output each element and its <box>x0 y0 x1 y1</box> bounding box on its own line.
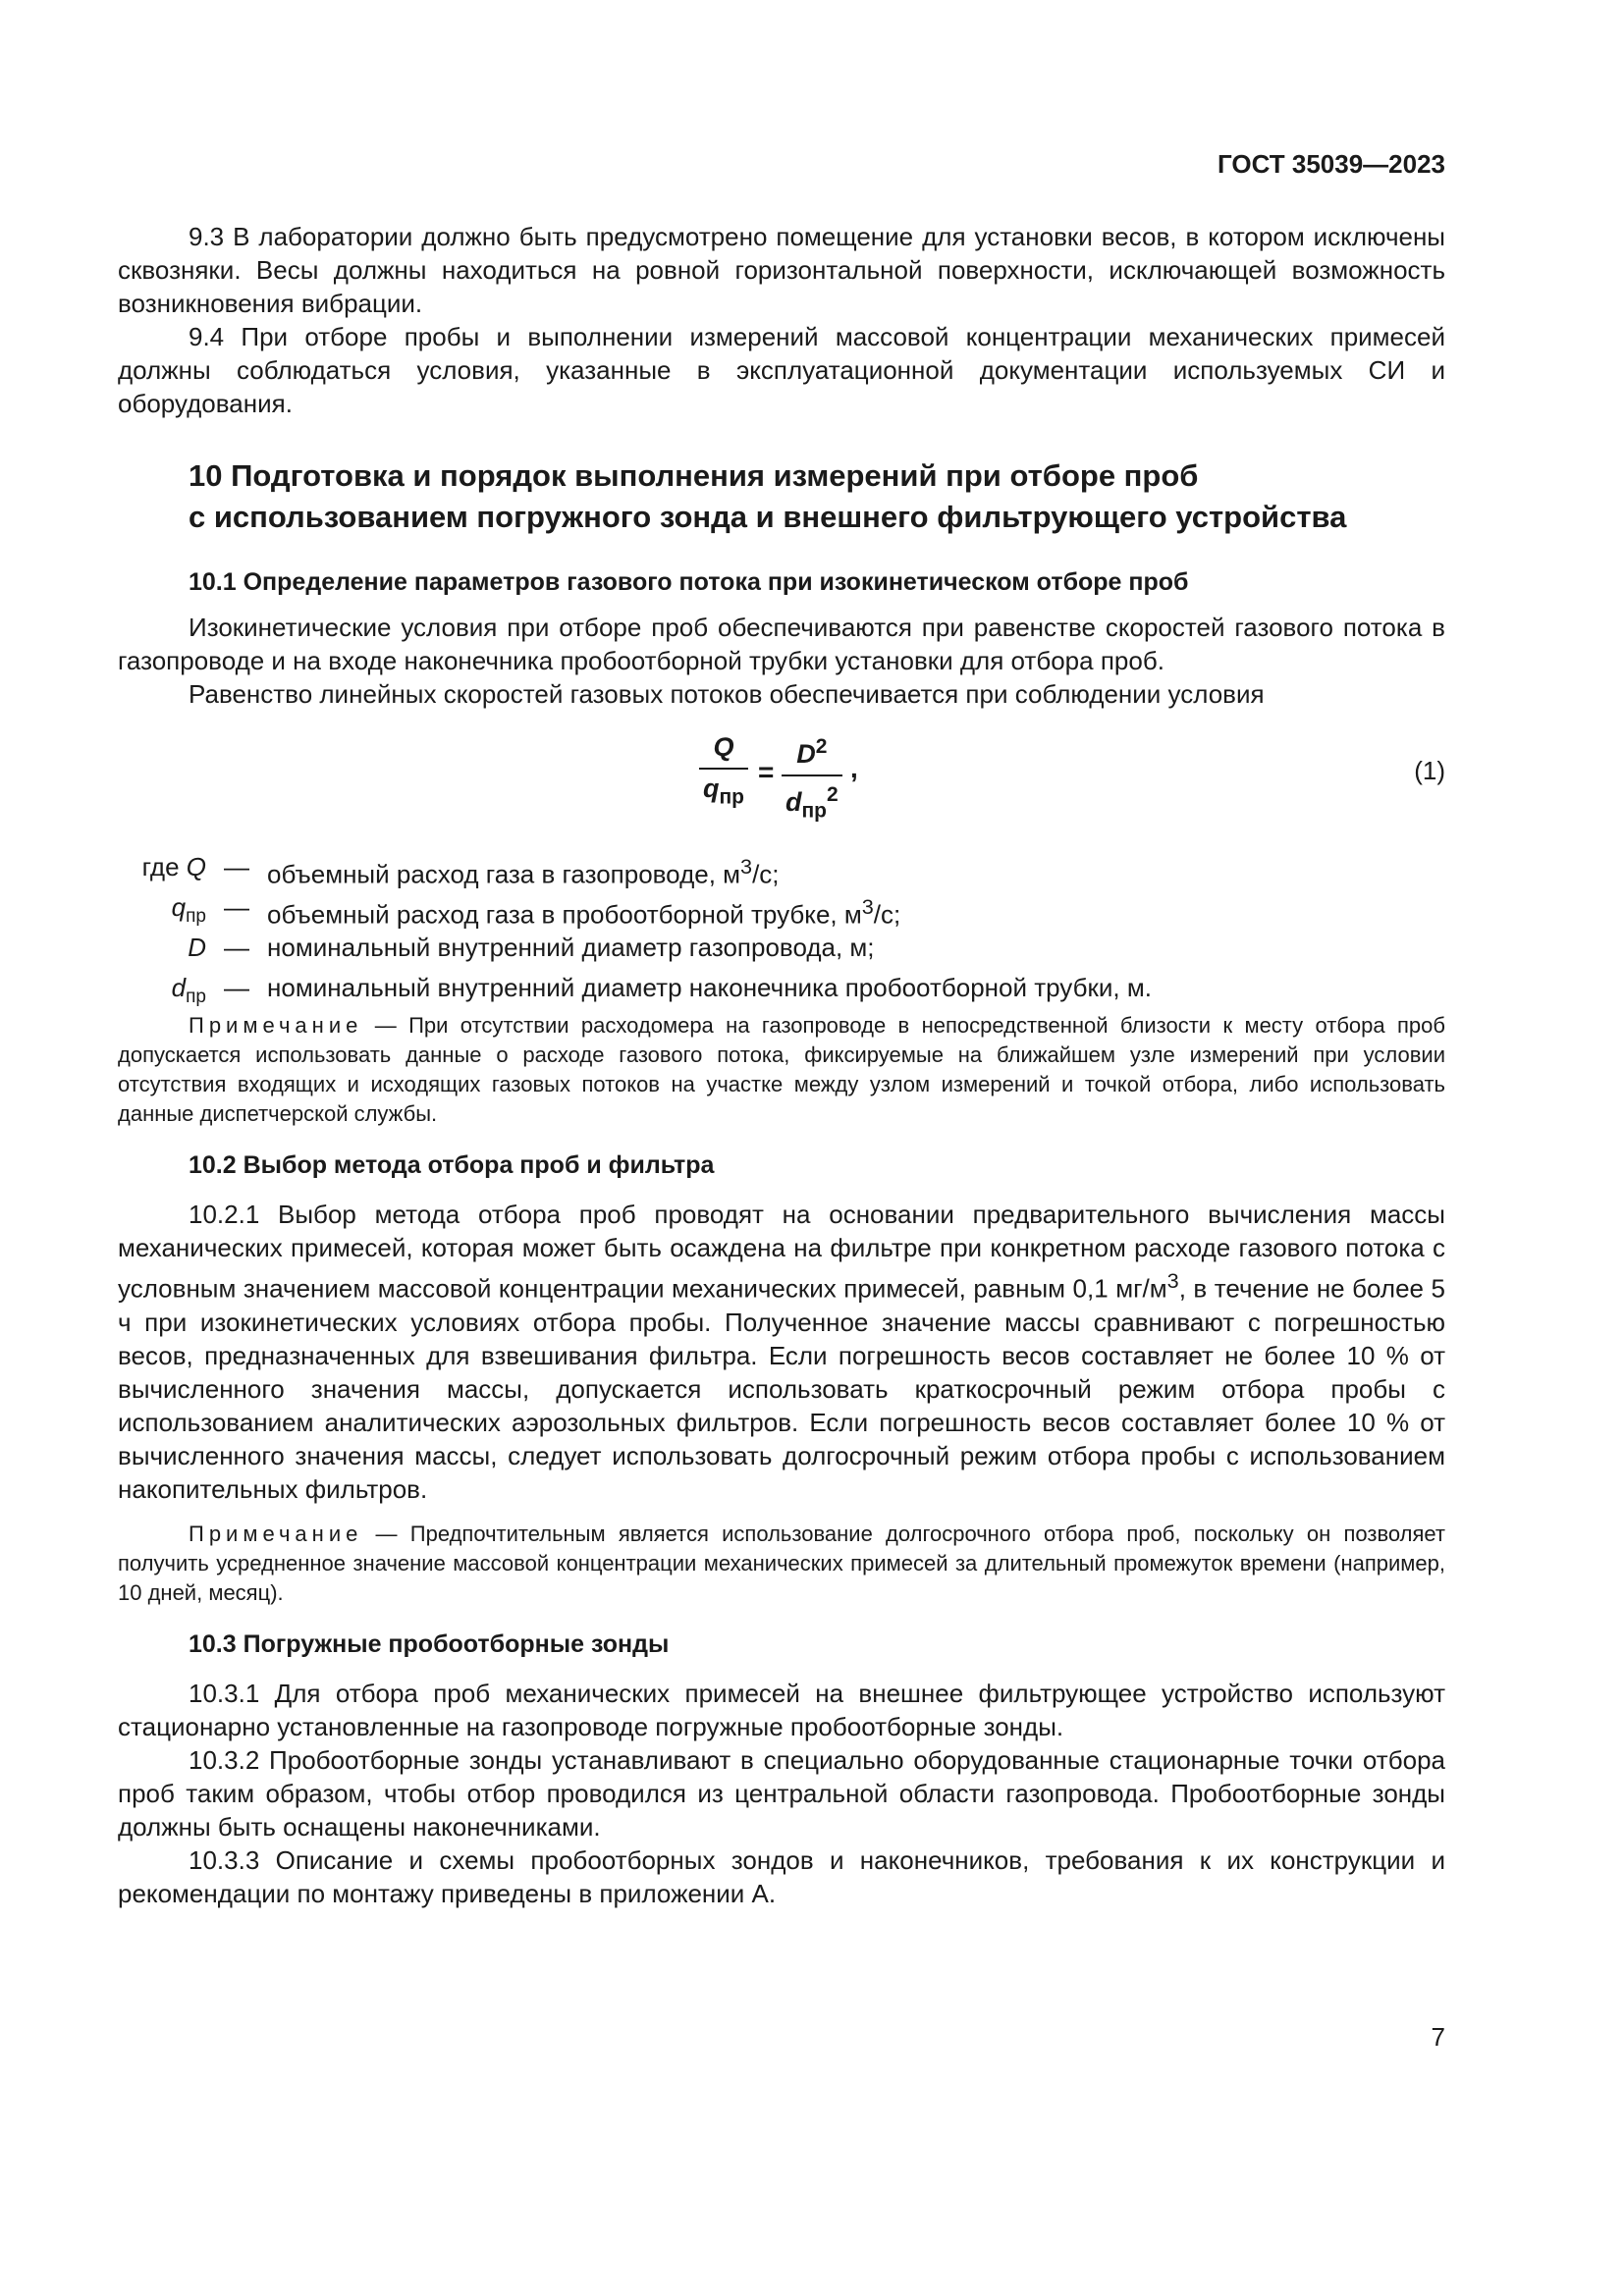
formula-number: (1) <box>1414 756 1445 785</box>
page-body <box>118 220 1445 1910</box>
formula-right-numerator: $D^2$ <box>782 730 842 776</box>
paragraph-10-2-1: 10.2.1 Выбор метода отбора проб проводят на основании предварительного вычисления массы механических примесей, которая может быть осаждена на фильтре при конкретном расходе газового потока с условным значением массовой концентрации механических примесей, равным 0,1 $мг/м^3$, в течение не более 5 ч при изокинетических условиях отбора пробы. Полученное значение массы сравнивают с погрешностью весов, предназначенных для взвешивания фильтра. Если погрешность весов составляет не более 10 % от вычисленного значения массы, допускается использовать краткосрочный режим отбора пробы с использованием аналитических аэрозольных фильтров. Если погрешность весов составляет более 10 % от вычисленного значения массы, следует использовать долгосрочный режим отбора пробы с использованием накопительных фильтров. <box>118 1200 1445 1504</box>
subsection-10-3-title: 10.3 Погружные пробоотборные зонды <box>189 1629 670 1658</box>
section-10-title <box>189 455 1445 538</box>
formula-equals: = <box>758 757 775 787</box>
page-number: 7 <box>1431 2022 1445 2052</box>
paragraph-10-1-1: Изокинетические условия при отборе проб обеспечиваются при равенстве скоростей газового потока в газопроводе и на входе наконечника пробоотборной трубки установки для отбора проб. <box>118 613 1445 675</box>
note-2-label: Примечание <box>189 1521 363 1546</box>
definition-symbol: Q <box>186 852 206 881</box>
formula-1 <box>118 722 1445 830</box>
formula-comma: , <box>850 753 858 783</box>
definition-symbol: d <box>171 973 187 1002</box>
paragraph-10-1-2: Равенство линейных скоростей газовых потоков обеспечивается при соблюдении условия <box>189 679 1265 709</box>
section-10-title-line1: 10 Подготовка и порядок выполнения измерений при отборе проб <box>189 458 1199 493</box>
subsection-10-2-title: 10.2 Выбор метода отбора проб и фильтра <box>189 1151 715 1179</box>
definition-row: D — номинальный внутренний диаметр газопровода, м; <box>188 933 875 962</box>
definition-symbol: D <box>188 933 206 962</box>
formula-right-fraction <box>782 730 842 828</box>
section-10-title-line2: с использованием погружного зонда и внешнего фильтрующего устройства <box>189 500 1347 534</box>
note-1 <box>118 1011 1445 1129</box>
paragraph-9-3: 9.3 В лаборатории должно быть предусмотрено помещение для установки весов, в котором исключены сквозняки. Весы должны находиться на ровной горизонтальной поверхности, исключающей возможность возникновения вибрации. <box>118 222 1445 318</box>
document-number-header: ГОСТ 35039—2023 <box>1218 149 1445 179</box>
formula-left-fraction <box>699 730 748 814</box>
paragraph-10-3-2: 10.3.2 Пробоотборные зонды устанавливают в специально оборудованные стационарные точки отбора проб таким образом, чтобы отбор проводился из центральной области газопровода. Пробоотборные зонды должны быть оснащены наконечниками. <box>118 1744 1445 1842</box>
subsection-10-1-title: 10.1 Определение параметров газового потока при изокинетическом отборе проб <box>189 568 1189 596</box>
definition-row: $d_{пр}$ — номинальный внутренний диаметр наконечника пробоотборной трубки, м. <box>171 973 1152 1008</box>
formula-left-denominator: $q_{пр}$ <box>703 774 745 809</box>
note-1-label: Примечание <box>189 1013 363 1038</box>
formula-right-denominator: $d_{пр}^2$ <box>785 783 839 823</box>
definition-row: где Q — объемный расход газа в газопроводе, $м^3/с$; <box>141 852 780 889</box>
paragraph-10-3-1: 10.3.1 Для отбора проб механических примесей на внешнее фильтрующее устройство используют стационарно установленные на газопроводе погружные пробоотборные зонды. <box>118 1678 1445 1741</box>
definition-row: $q_{пр}$ — объемный расход газа в пробоотборной трубке, $м^3/с$; <box>171 892 901 930</box>
paragraph-9-4: 9.4 При отборе пробы и выполнении измерений массовой концентрации механических примесей должны соблюдаться условия, указанные в эксплуатационной документации используемых СИ и оборудования. <box>118 322 1445 418</box>
definition-symbol: q <box>171 892 187 922</box>
paragraph-10-3-3: 10.3.3 Описание и схемы пробоотборных зондов и наконечников, требования к их конструкции и рекомендации по монтажу приведены в приложении А. <box>118 1844 1445 1908</box>
formula-definitions <box>118 850 1445 1011</box>
note-2-text: — Предпочтительным является использование долгосрочного отбора проб, поскольку он позволяет получить усредненное значение массовой концентрации механических примесей за длительный промежуток времени (например, 10 дней, месяц). <box>118 1521 1445 1605</box>
note-2 <box>118 1520 1445 1608</box>
formula-left-numerator: Q <box>699 730 748 770</box>
note-1-text: — При отсутствии расходомера на газопроводе в непосредственной близости к месту отбора проб допускается использовать данные о расходе газового потока, фиксируемые на ближайшем узле измерений при условии отсутствия входящих и исходящих газовых потоков на участке между узлом измерений и точкой отбора, либо использовать данные диспетчерской службы. <box>118 1013 1445 1126</box>
